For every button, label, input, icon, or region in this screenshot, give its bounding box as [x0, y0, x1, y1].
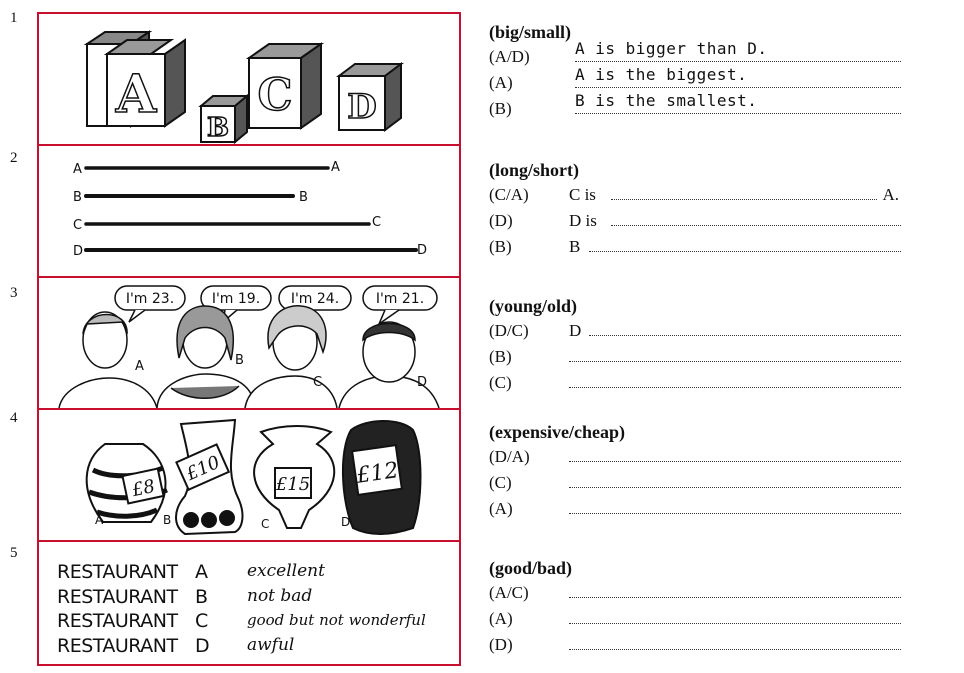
answer-code: (B) — [489, 237, 512, 256]
answer-dotted-line — [589, 335, 901, 336]
question-long-short — [489, 158, 909, 260]
speech-text-c: I'm 24. — [290, 291, 340, 307]
answer-dotted-line — [611, 225, 901, 226]
line-b-left-label: B — [73, 190, 82, 205]
answer-line[interactable] — [489, 632, 909, 658]
restaurant-rating: good but not wonderful — [247, 611, 426, 629]
vase-label-c: C — [261, 517, 270, 531]
answer-dotted-line — [569, 649, 901, 650]
panel-restaurants — [37, 542, 461, 666]
line-d-left-label: D — [73, 244, 84, 259]
restaurants-table — [39, 542, 463, 666]
vase-label-b: B — [163, 513, 172, 527]
person-a — [59, 378, 157, 408]
vase-label-a: A — [95, 513, 104, 527]
answer-prefix: C is — [569, 185, 596, 204]
restaurant-letter: C — [195, 610, 208, 632]
question-heading: (long/short) — [489, 160, 579, 180]
row-number-2: 2 — [10, 150, 18, 166]
row-number-3: 3 — [10, 285, 18, 301]
panel-lines — [37, 146, 461, 278]
person-c — [245, 376, 337, 408]
line-d-right-label: D — [417, 243, 428, 258]
person-label-b: B — [235, 353, 244, 368]
answer-suffix: A. — [882, 185, 899, 204]
answer-line[interactable] — [489, 182, 909, 208]
answer-code: (A/D) — [489, 47, 530, 66]
lines-illustration — [39, 146, 463, 278]
restaurant-letter: D — [195, 635, 210, 657]
restaurant-rating: not bad — [247, 586, 313, 606]
restaurant-rating: awful — [247, 635, 295, 655]
restaurant-rating: excellent — [247, 561, 325, 581]
price-tag-c: £15 — [275, 474, 311, 495]
answer-code: (A) — [489, 609, 513, 628]
answer-dotted-line — [569, 597, 901, 598]
answer-dotted-line — [569, 387, 901, 388]
vases-illustration — [39, 410, 463, 542]
restaurant-name: RESTAURANT — [57, 586, 178, 608]
answer-prefix: D — [569, 321, 582, 340]
block-label-d: D — [347, 87, 377, 127]
answer-dotted-line — [569, 487, 901, 488]
line-c-left-label: C — [73, 218, 83, 233]
price-tag-b: £10 — [183, 451, 224, 486]
question-heading: (young/old) — [489, 296, 578, 316]
answer-code: (D) — [489, 635, 513, 654]
answer-dotted-line — [569, 361, 901, 362]
people-illustration — [39, 278, 463, 410]
answer-code: (A/C) — [489, 583, 529, 602]
answer-line[interactable] — [489, 606, 909, 632]
line-a-right-label: A — [331, 160, 340, 175]
line-b-right-label: B — [299, 190, 308, 205]
line-a-left-label: A — [73, 162, 82, 177]
panel-people — [37, 278, 461, 410]
answer-prefix: B — [569, 237, 581, 256]
handwritten-answer: A is the biggest. — [575, 65, 748, 84]
speech-text-b: I'm 19. — [211, 291, 261, 307]
answer-dotted-line — [589, 251, 901, 252]
row-number-5: 5 — [10, 545, 18, 561]
block-label-a: A — [115, 64, 157, 125]
answer-line[interactable] — [489, 318, 909, 344]
speech-text-a: I'm 23. — [125, 291, 175, 307]
row-number-1: 1 — [10, 10, 18, 26]
person-label-d: D — [417, 375, 428, 390]
answer-code: (D) — [489, 211, 513, 230]
person-label-a: A — [135, 359, 144, 374]
restaurant-name: RESTAURANT — [57, 561, 178, 583]
restaurant-name: RESTAURANT — [57, 635, 178, 657]
answer-code: (C) — [489, 373, 512, 392]
answer-prefix: D is — [569, 211, 597, 230]
price-tag-a: £8 — [130, 475, 157, 502]
answer-line[interactable] — [489, 91, 909, 122]
answer-code: (A) — [489, 499, 513, 518]
answer-dotted-line — [569, 623, 901, 624]
answer-code: (D/C) — [489, 321, 529, 340]
panel-vases — [37, 410, 461, 542]
answer-dotted-line — [611, 199, 877, 200]
line-c-right-label: C — [372, 215, 382, 230]
restaurant-letter: A — [195, 561, 208, 583]
answer-code: (D/A) — [489, 447, 530, 466]
speech-text-d: I'm 21. — [375, 291, 425, 307]
question-young-old — [489, 294, 909, 396]
panel-blocks — [37, 12, 461, 146]
handwritten-answer: A is bigger than D. — [575, 39, 768, 58]
row-number-4: 4 — [10, 410, 18, 426]
person-label-c: C — [313, 375, 323, 390]
answer-line[interactable] — [489, 580, 909, 606]
answer-line[interactable] — [489, 370, 909, 396]
answer-line[interactable] — [489, 470, 909, 496]
answer-code: (C) — [489, 473, 512, 492]
answer-code: (B) — [489, 347, 512, 366]
answer-line[interactable] — [489, 208, 909, 234]
answer-line[interactable] — [489, 444, 909, 470]
answer-dotted-line — [569, 461, 901, 462]
question-expensive-cheap — [489, 420, 909, 522]
restaurant-letter: B — [195, 586, 208, 608]
answer-code: (B) — [489, 99, 512, 118]
question-heading: (good/bad) — [489, 558, 573, 578]
vase-label-d: D — [341, 515, 351, 529]
blocks-illustration — [39, 14, 463, 148]
answer-line[interactable] — [489, 234, 909, 260]
answer-line[interactable] — [489, 496, 909, 522]
price-tag-d: £12 — [354, 458, 401, 489]
restaurant-name: RESTAURANT — [57, 610, 178, 632]
answer-dotted-line — [569, 513, 901, 514]
block-label-b: B — [207, 113, 229, 143]
question-big-small — [489, 20, 909, 122]
question-heading: (expensive/cheap) — [489, 422, 625, 442]
block-label-c: C — [257, 70, 293, 121]
answer-code: (A) — [489, 73, 513, 92]
answer-code: (C/A) — [489, 185, 529, 204]
answer-line[interactable] — [489, 344, 909, 370]
question-good-bad — [489, 556, 909, 658]
handwritten-answer: B is the smallest. — [575, 91, 758, 110]
question-heading: (big/small) — [489, 22, 572, 42]
